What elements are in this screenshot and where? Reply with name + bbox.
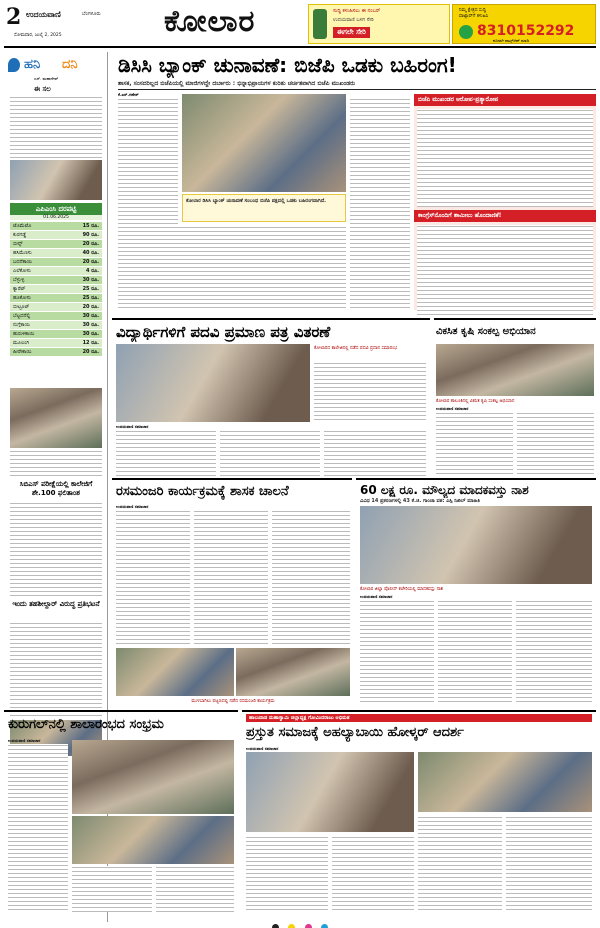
story5-headline: 60 ಲಕ್ಷ ರೂ. ಮೌಲ್ಯದ ಮಾದಕವಸ್ತು ನಾಶ (360, 483, 529, 497)
story4-col1 (116, 510, 190, 644)
story-krishi (434, 318, 596, 476)
story6-col2 (72, 866, 152, 912)
story5-col3 (516, 600, 592, 704)
story-convocation (112, 318, 430, 476)
side-box-body (417, 109, 593, 207)
story6-col1 (8, 744, 68, 912)
rate-row (10, 276, 102, 285)
story7-headline: ಪ್ರಸ್ತುತ ಸಮಾಜಕ್ಕೆ ಅಹಲ್ಯಾಬಾಯಿ ಹೋಳ್ಕರ್ ಆದರ್ಶ (246, 725, 464, 740)
rate-item: ಹಸಿಮೆಣಸು (13, 250, 32, 256)
rate-price: 15 ರೂ. (82, 223, 99, 229)
side-box2-title: ಕಾಂಗ್ರೆಸ್‌ನೊಂದಿಗೆ ಶಾಮೀಲು ಹೊಂದಾಣಿಕೆ! (414, 210, 596, 222)
story4-byline: ಉದಯವಾಣಿ ಸಮಾಚಾರ (116, 504, 149, 509)
lead-story (112, 52, 596, 314)
rate-price: 20 ರೂ. (82, 304, 99, 310)
paper-name: ಉದಯವಾಣಿ (26, 10, 61, 19)
page-number: 2 (6, 4, 22, 30)
reg-dot-black (272, 924, 279, 928)
story2-byline: ಉದಯವಾಣಿ ಸಮಾಚಾರ (116, 424, 149, 429)
ad2-line3: ಕೂಡಲೇ ವಾಟ್ಸ್‌ಆಪ್ ಮಾಡಿ (493, 38, 529, 43)
rate-price: 90 ರೂ. (82, 232, 99, 238)
side-box-title: ಬಿಜೆಪಿ ಮುಖಂಡರ ಆರೋಪ-ಪ್ರತ್ಯಾರೋಪ (414, 94, 596, 106)
story2-col2 (220, 430, 320, 476)
side-box2-body (417, 225, 593, 315)
rate-item: ಕುರಗಡ್ಡೆ (13, 232, 27, 238)
lead-photo (182, 94, 346, 192)
lead-headline: ಡಿಸಿಸಿ ಬ್ಯಾಂಕ್ ಚುನಾವಣೆ: ಬಿಜೆಪಿ ಒಡಕು ಬಹಿರಂಗ! (118, 53, 457, 77)
story6-photo2 (72, 816, 234, 864)
sidebar-photo (10, 388, 102, 448)
district-title: ಕೋಲಾರ (164, 4, 256, 39)
cartoon-image (10, 160, 102, 200)
rates-table (10, 222, 102, 357)
rate-row (10, 285, 102, 294)
rate-row (10, 339, 102, 348)
brand-a: ಹನಿ (24, 57, 41, 72)
story3-col1 (436, 412, 513, 476)
rate-item: ಕ್ಯಾರೆಟ್ (13, 286, 26, 292)
ad1-line2: ಉದಯವಾಣಿ ಬಳಗ ಸೇರಿ (333, 17, 374, 23)
rate-row (10, 258, 102, 267)
story4-col2 (194, 510, 268, 644)
rate-row (10, 303, 102, 312)
rate-item: ಬೆಟ್ಟದನೆಲ್ಲಿ (13, 313, 31, 319)
story5-col2 (438, 600, 512, 704)
story5-subhead: ವಿವಿಧ 14 ಪ್ರಕರಣಗಳಲ್ಲಿ 43 ಕೆ.ಜಿ. ಗಾಂಜಾ ವಶ: ಎಸ್ಪಿ ನಿಖಿಲ್ ಮಾಹಿತಿ (360, 498, 480, 504)
ad-join-banner[interactable] (308, 4, 450, 44)
brand-logo (8, 56, 104, 76)
rate-price: 30 ರೂ. (82, 322, 99, 328)
rate-row (10, 348, 102, 357)
story-drugs (356, 478, 596, 706)
rate-price: 20 ರೂ. (82, 241, 99, 247)
section-label: ಈ ಸಲ (34, 85, 51, 93)
story7-kicker: ಹಾಲುವಾಡ ಮಹಾಸ್ವಾಮಿ ಜಿಲ್ಲಾಧ್ಯಕ್ಷ ಗೋವಿಂದರಾಜು ಅಭಿಮತ (246, 714, 592, 722)
rate-row (10, 249, 102, 258)
story-school (4, 710, 238, 914)
story7-byline: ಉದಯವಾಣಿ ಸಮಾಚಾರ (246, 746, 279, 751)
rate-item: ನುಗ್ಗೆಕಾಯಿ (13, 322, 30, 328)
lead-col1 (118, 98, 178, 224)
story2-headline: ವಿದ್ಯಾರ್ಥಿಗಳಿಗೆ ಪದವಿ ಪ್ರಮಾಣ ಪತ್ರ ವಿತರಣೆ (116, 323, 331, 341)
rate-row (10, 330, 102, 339)
sidebar-story2-body (10, 622, 102, 718)
story-rasamanjari (112, 478, 352, 706)
rate-price: 20 ರೂ. (82, 349, 99, 355)
story3-byline: ಉದಯವಾಣಿ ಸಮಾಚಾರ (436, 406, 469, 411)
lead-byline: ಕೆ.ಎಸ್.ಗಣೇಶ್ (118, 92, 139, 97)
date-line: ಸೋಮವಾರ, ಜುಲೈ 2, 2025 (14, 33, 62, 38)
story5-col1 (360, 600, 434, 704)
story4-col3 (272, 510, 350, 644)
ad2-line1: ನಿಮ್ಮ ಕ್ಷೇತ್ರದ ಸುದ್ದಿ (459, 8, 487, 13)
lead-col3 (118, 226, 346, 310)
lead-subhead: ಶಾಸಕ, ಸಂಸದರಿಲ್ಲದ ಬಿಜೆಪಿಯಲ್ಲಿ ಮಾಜಿಗಳದ್ದೇ ದರ್ಬಾರು : ಭಿನ್ನಾಭಿಪ್ರಾಯಗಳ ಕುರಿತು ಚರ್ಚಿತವಾಗಿದ ಬಿಜೆಪಿ ಮುಖಂಡರು (118, 80, 356, 87)
story7-col3 (418, 816, 502, 912)
ad-whatsapp-banner[interactable] (452, 4, 596, 44)
story3-headline: ವಿಕಸಿತ ಕೃಷಿ ಸಂಕಲ್ಪ ಅಭಿಯಾನ (436, 326, 536, 337)
rate-item: ಹುರುಳಿಕಾಯಿ (13, 331, 35, 337)
story5-byline: ಉದಯವಾಣಿ ಸಮಾಚಾರ (360, 594, 393, 599)
ad1-cta: ಈಗಲೇ ಸೇರಿ (333, 27, 370, 38)
story4-headline: ರಸಮಂಜರಿ ಕಾರ್ಯಕ್ರಮಕ್ಕೆ ಶಾಸಕ ಚಾಲನೆ (116, 484, 289, 499)
rate-item: ಹೂಕೋಸು (13, 295, 31, 301)
reg-dot-magenta (305, 924, 312, 928)
rate-item: ಎಲೆಕೋಸು (13, 268, 31, 274)
rate-item: ಬೀಟ್ರೂಟ್ (13, 304, 30, 310)
rate-price: 30 ರೂ. (82, 331, 99, 337)
story2-col-a (314, 362, 426, 422)
rate-price: 40 ರೂ. (82, 250, 99, 256)
rate-item: ಬೆಳ್ಳುಳ್ಳಿ (13, 277, 25, 283)
whatsapp-icon (459, 25, 473, 39)
rate-item: ಮೂಲಂಗಿ (13, 340, 30, 346)
story4-caption: ಮುಳಬಾಗಿಲು ಪಟ್ಟಣದಲ್ಲಿ ನಡೆದ ರಸಮಂಜರಿ ಕಾರ್ಯಕ್ರಮ (191, 699, 275, 704)
masthead (4, 4, 596, 48)
rate-row (10, 321, 102, 330)
drop-icon (8, 58, 20, 72)
rate-row (10, 267, 102, 276)
story2-photo (116, 344, 310, 422)
sidebar-story1-body (10, 502, 102, 598)
story3-caption: ಕೋಲಾರ ತಾಲೂಕಿನಲ್ಲಿ ವಿಕಸಿತ ಕೃಷಿ ಸಂಕಲ್ಪ ಅಭಿಯಾನ (436, 399, 515, 404)
ad2-line2: ವಾಟ್ಸಾಪ್‌ಗೆ ಕಳುಹಿಸಿ (459, 14, 489, 19)
rate-price: 4 ರೂ. (86, 268, 99, 274)
rate-price: 25 ರೂ. (82, 295, 99, 301)
edition-tag: ಬೆಂಗಳೂರು (82, 11, 101, 17)
lead-col2 (350, 98, 410, 310)
pull-quote-text: ಕೋಲಾರ ಡಿಸಿಸಿ ಬ್ಯಾಂಕ್ ಚುನಾವಣೆ ಸಂಬಂಧ ಬಿಜೆಪಿ ಪಕ್ಷದಲ್ಲಿ ಒಡಕು ಬಹಿರಂಗವಾಗಿದೆ. (186, 198, 327, 204)
story7-col1 (246, 836, 328, 912)
lead-pull-quote (182, 194, 346, 222)
rate-row (10, 240, 102, 249)
rate-price: 25 ರೂ. (82, 286, 99, 292)
registration-marks (0, 916, 600, 926)
story3-photo (436, 344, 594, 396)
rate-item: ಟೊಮೆಟೊ (13, 223, 32, 229)
rate-price: 30 ರೂ. (82, 313, 99, 319)
brand-b: ದನಿ (62, 57, 78, 72)
story7-photo2 (418, 752, 592, 812)
rates-title: ಎಪಿಎಂಸಿ ದರಪಟ್ಟಿ (10, 203, 102, 215)
rate-item: ಬದನೆಕಾಯಿ (13, 259, 32, 265)
rate-price: 20 ರೂ. (82, 259, 99, 265)
lead-side-box (414, 94, 596, 310)
story6-headline: ಕುರುಗಲ್‌ನಲ್ಲಿ ಶಾಲಾರಂಭದ ಸಂಭ್ರಮ (8, 717, 164, 732)
lead-rule (118, 89, 596, 90)
rate-price: 30 ರೂ. (82, 277, 99, 283)
rate-row (10, 294, 102, 303)
sidebar-story2-headline: ಇಂದು ತಹಶೀಲ್ದಾರ್ ವಿರುದ್ಧ ಪ್ರತಿಭಟನೆ (12, 600, 100, 608)
rate-item: ಹೀರೇಕಾಯಿ (13, 349, 32, 355)
sidebar-caption (10, 450, 102, 476)
rate-row (10, 312, 102, 321)
ad2-phone: 8310152292 (477, 23, 575, 39)
rate-row (10, 231, 102, 240)
rate-row (10, 222, 102, 231)
brand-sub: ಎಸ್. ಮಹಾದೇವ್ (34, 76, 59, 81)
rate-price: 12 ರೂ. (82, 340, 99, 346)
story6-byline: ಉದಯವಾಣಿ ಸಮಾಚಾರ (8, 738, 41, 743)
story2-caption: ಕೋಲಾರದ ಕಾಲೇಜಿನಲ್ಲಿ ನಡೆದ ಪದವಿ ಪ್ರದಾನ ಸಮಾರಂಭ (314, 346, 398, 351)
story3-col2 (517, 412, 594, 476)
rate-item: ಬೀನ್ಸ್ (13, 241, 23, 247)
story2-col1 (116, 430, 216, 476)
story6-photo1 (72, 740, 234, 814)
story2-col3 (324, 430, 426, 476)
story7-col4 (506, 816, 592, 912)
story5-photo (360, 506, 592, 584)
reg-dot-cyan (321, 924, 328, 928)
story7-photo1 (246, 752, 414, 832)
story6-col3 (156, 866, 234, 912)
story-ahalyabai (242, 710, 596, 914)
ad1-line1: ಸುದ್ದಿ ಕಳುಹಿಸಲು ಈ ನಂಬರ್ (333, 8, 381, 14)
sidebar-intro (10, 96, 102, 158)
phone-icon (313, 9, 327, 39)
story7-col2 (332, 836, 414, 912)
story4-photo-left (116, 648, 234, 696)
story4-photo-right (236, 648, 350, 696)
rates-date: 01.06.2025 (10, 215, 102, 220)
sidebar-story1-headline: ಸಿಬಿಎಸ್ ಪರೀಕ್ಷೆಯಲ್ಲಿ ಕಾಲೇಜಿಗೆ ಶೇ.100 ಫಲಿತಾಂಶ (19, 480, 93, 497)
story5-caption: ಕೋಲಾರ ಜಿಲ್ಲಾ ಪೊಲೀಸ್ ಕಚೇರಿಯಲ್ಲಿ ಮಾದಕವಸ್ತು ನಾಶ (360, 587, 444, 592)
reg-dot-yellow (288, 924, 295, 928)
